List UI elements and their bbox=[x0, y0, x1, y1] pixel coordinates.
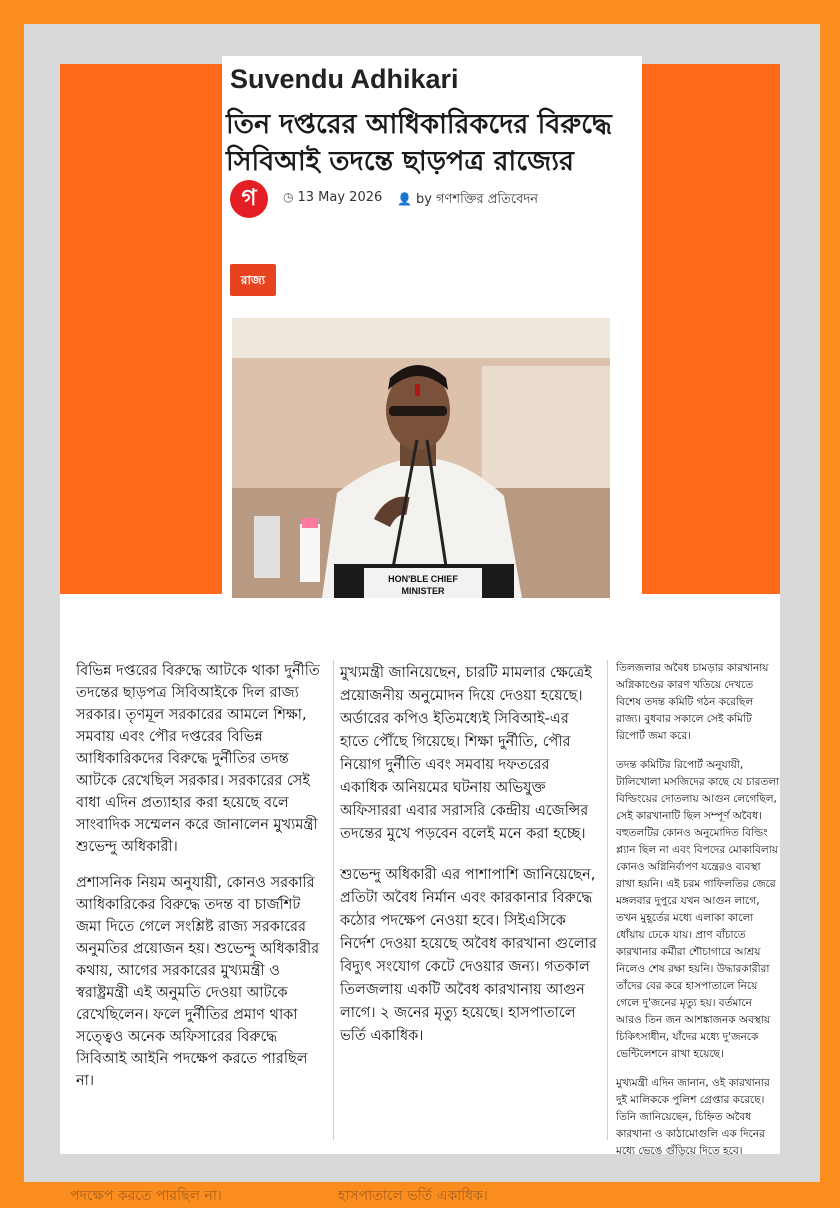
article-headline: তিন দপ্তরের আধিকারিকদের বিরুদ্ধে সিবিআই তদন্তে ছাড়পত্র রাজ্যের bbox=[226, 109, 612, 177]
col3-paragraph-2: তদন্ত কমিটির রিপোর্ট অনুযায়ী, টালিখোলা মসজিদের কাছে যে চারতলা বিল্ডিংয়ের দোতলায় আগুন লেগেছিল, সেই কারখানাটি ছিল সম্পূর্ণ অবৈধ। বহুতলটির কোনও অনুমোদিত বিল্ডিং প্ল্যান ছিল না এবং বিপদের মোকাবিলায় কোনও অগ্নিনির্বাপণ যন্ত্রেরও ব্যবস্থা রাখা হয়নি। এই চরম গাফিলতির জেরে মঙ্গলবার দুপুরে যখন আগুন লাগে, তখন মুহূর্তের মধ্যে এলাকা কালো ধোঁয়ায় ঢেকে যায়। প্রাণ বাঁচাতে কারখানার কর্মীরা শৌচাগারে আশ্রয় নিলেও শেষ রক্ষা হয়নি। উদ্ধারকারীরা তাঁদের বের করে হাসপাতালে নিয়ে গেলে দু'জনের মৃত্যু হয়। বর্তমানে আরও তিন জন আশঙ্কাজনক অবস্থায় চিকিৎসাধীন, যাঁদের মধ্যে দু'জনকে ভেন্টিলেশনে রাখা হয়েছে। bbox=[616, 759, 780, 1060]
category-tag[interactable]: রাজ্য bbox=[230, 264, 276, 296]
byline-text: by গণশক্তির প্রতিবেদন bbox=[415, 192, 538, 207]
bottom-cut-text-right: হাসপাতালে ভর্তি একাধিক। bbox=[338, 1188, 488, 1204]
col1-paragraph-1: বিভিন্ন দপ্তরের বিরুদ্ধে আটকে থাকা দুর্নীতি তদন্তের ছাড়পত্র সিবিআইকে দিল রাজ্য সরকার। তৃণমূল সরকারের আমলে শিক্ষা, সমবায় এবং পৌর দপ্তরের বিভিন্ন আধিকারিকদের বিরুদ্ধে দুর্নীতির তদন্ত আটকে রেখেছিল সরকার। সরকারের সেই বাধা এদিন প্রত্যাহার করা হয়েছে বলে সাংবাদিক সম্মেলন করে জানালেন মুখ্যমন্ত্রী শুভেন্দু অধিকারী। bbox=[76, 663, 320, 855]
placard-line-1: HON'BLE CHIEF bbox=[388, 574, 458, 584]
column-3 bbox=[616, 660, 780, 1160]
publisher-logo: গ bbox=[230, 180, 268, 218]
bottom-cut-text-left: পদক্ষেপ করতে পারছিল না। bbox=[70, 1188, 222, 1204]
col3-paragraph-1: তিলজলার অবৈধ চামড়ার কারখানায় অগ্নিকাণ্ডের কারণ খতিয়ে দেখতে বিশেষ তদন্ত কমিটি গঠন করেছিল রাজ্য। বুধবার সকালে সেই কমিটি রিপোর্ট জমা করে। bbox=[616, 662, 769, 742]
col1-paragraph-2: প্রশাসনিক নিয়ম অনুযায়ী, কোনও সরকারি আধিকারিকের বিরুদ্ধে তদন্ত বা চার্জশিট জমা দিতে গেলে সংশ্লিষ্ট রাজ্য সরকারের অনুমতির প্রয়োজন হয়। শুভেন্দু অধিকারীর কথায়, আগের সরকারের মুখ্যমন্ত্রী ও স্বরাষ্ট্রমন্ত্রী এই অনুমতি দেওয়া আটকে রেখেছিলেন। ফলে দুর্নীতির প্রমাণ থাকা সত্ত্বেও অনেক অফিসারের বিরুদ্ধে সিবিআই আইনি পদক্ষেপ করতে পারছিল না। bbox=[76, 875, 320, 1089]
clock-icon: ◷ bbox=[283, 190, 294, 204]
author-name: Suvendu Adhikari bbox=[230, 64, 459, 94]
column-divider-2 bbox=[607, 660, 608, 1140]
column-2 bbox=[340, 662, 600, 1048]
user-icon: 👤 bbox=[397, 192, 412, 206]
byline bbox=[397, 190, 538, 211]
col2-paragraph-1: মুখ্যমন্ত্রী জানিয়েছেন, চারটি মামলার ক্ষেত্রেই প্রয়োজনীয় অনুমোদন দিয়ে দেওয়া হয়েছে। অর্ডারের কপিও ইতিমধ্যেই সিবিআই-এর হাতে পৌঁছে গিয়েছে। শিক্ষা দুর্নীতি, পৌর নিয়োগ দুর্নীতি এবং সমবায় দফতরের একাধিক অনিয়মের ঘটনায় অভিযুক্ত অফিসাররা এবার সরাসরি কেন্দ্রীয় এজেন্সির তদন্তের মুখে পড়বেন বলেই মনে করা হচ্ছে। bbox=[340, 665, 592, 842]
publish-date bbox=[283, 190, 382, 205]
col3-paragraph-3: মুখ্যমন্ত্রী এদিন জানান, ওই কারখানার দুই মালিককে পুলিশ গ্রেপ্তার করেছে। তিনি জানিয়েছেন, চিহ্নিত অবৈধ কারখানা ও কাঠামোগুলি এক দিনের মধ্যে ভেঙে গুঁড়িয়ে দিতে হবে। bbox=[616, 1077, 770, 1157]
date-text: 13 May 2026 bbox=[297, 190, 383, 205]
article-photo bbox=[232, 318, 610, 598]
column-1 bbox=[76, 660, 326, 1092]
col2-paragraph-2: শুভেন্দু অধিকারী এর পাশাপাশি জানিয়েছেন, প্রতিটা অবৈধ নির্মান এবং কারকানার বিরুদ্ধে কঠোর পদক্ষেপ নেওয়া হবে। সিইএসিকে নির্দেশ দেওয়া হয়েছে অবৈধ কারখানা গুলোর বিদ্যুৎ সংযোগ কেটে দেওয়ার জন্য। গতকাল তিলজলায় একটি অবৈধ কারখানায় আগুন লাগে। ২ জনের মৃত্যু হয়েছে। হাসপাতালে ভর্তি একাধিক। bbox=[340, 867, 597, 1044]
column-divider-1 bbox=[333, 660, 334, 1140]
placard-line-2: MINISTER bbox=[401, 586, 445, 596]
